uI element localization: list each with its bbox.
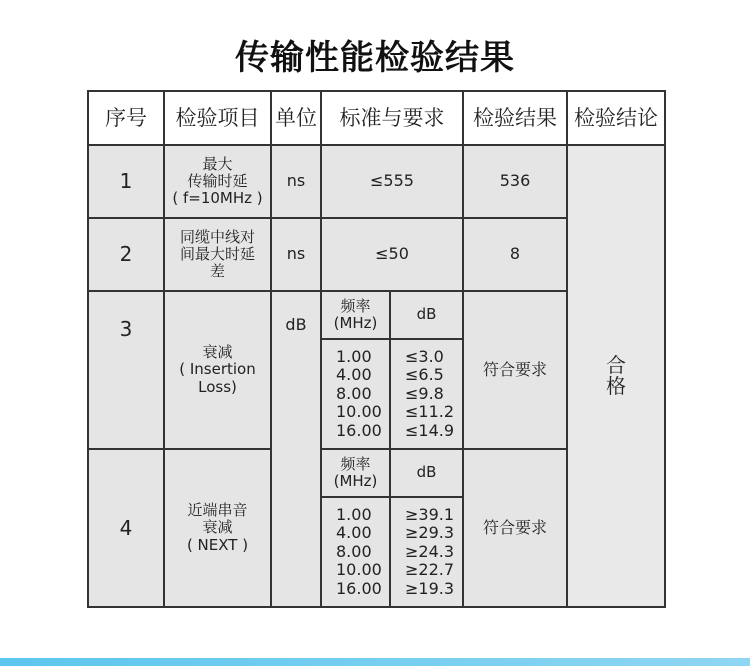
conclusion-text: 合格 — [606, 352, 626, 398]
item-line: 间最大时延 — [179, 244, 255, 263]
item-line: 传输时延 — [187, 171, 248, 190]
standard-cell: ≤50 — [321, 218, 463, 291]
item-line: 衰减 — [202, 518, 233, 537]
unit-cell: dB — [271, 291, 321, 607]
item-line: 差 — [209, 262, 225, 281]
result-cell: 8 — [463, 218, 567, 291]
item-line: ( NEXT ) — [186, 535, 249, 554]
header-no: 序号 — [88, 91, 164, 145]
item-line: 衰减 — [202, 343, 233, 362]
unit-cell: ns — [271, 145, 321, 218]
item-name — [164, 145, 271, 218]
item-name — [164, 218, 271, 291]
db-header: dB — [390, 291, 463, 339]
row-number: 2 — [88, 218, 164, 291]
frequency-header: 频率 (MHz) — [321, 449, 390, 497]
row-number: 3 — [88, 291, 164, 449]
header-conclusion: 检验结论 — [567, 91, 665, 145]
frequency-list: 1.00 4.00 8.00 10.00 16.00 — [321, 339, 390, 449]
header-item: 检验项目 — [164, 91, 271, 145]
row-number: 1 — [88, 145, 164, 218]
unit-cell: ns — [271, 218, 321, 291]
limit-list: ≤3.0 ≤6.5 ≤9.8 ≤11.2 ≤14.9 — [390, 339, 463, 449]
item-line: ( Insertion — [179, 360, 256, 379]
table-row — [88, 145, 665, 218]
db-header: dB — [390, 449, 463, 497]
conclusion-cell — [567, 145, 665, 607]
result-cell: 符合要求 — [463, 291, 567, 449]
result-cell: 536 — [463, 145, 567, 218]
frequency-header: 频率 (MHz) — [321, 291, 390, 339]
item-line: 近端串音 — [187, 501, 248, 520]
item-name — [164, 291, 271, 449]
bottom-accent-bar — [0, 658, 750, 666]
page-title: 传输性能检验结果 — [235, 38, 515, 78]
header-result: 检验结果 — [463, 91, 567, 145]
row-number: 4 — [88, 449, 164, 607]
item-line: 最大 — [202, 154, 233, 173]
item-line: Loss) — [198, 377, 237, 396]
limit-list: ≥39.1 ≥29.3 ≥24.3 ≥22.7 ≥19.3 — [390, 497, 463, 607]
item-line: 同缆中线对 — [179, 227, 255, 246]
item-name — [164, 449, 271, 607]
inspection-table — [87, 90, 666, 608]
header-unit: 单位 — [271, 91, 321, 145]
header-row — [88, 91, 665, 145]
frequency-list: 1.00 4.00 8.00 10.00 16.00 — [321, 497, 390, 607]
standard-cell: ≤555 — [321, 145, 463, 218]
result-cell: 符合要求 — [463, 449, 567, 607]
header-standard: 标准与要求 — [321, 91, 463, 145]
item-line: ( f=10MHz ) — [172, 189, 263, 208]
